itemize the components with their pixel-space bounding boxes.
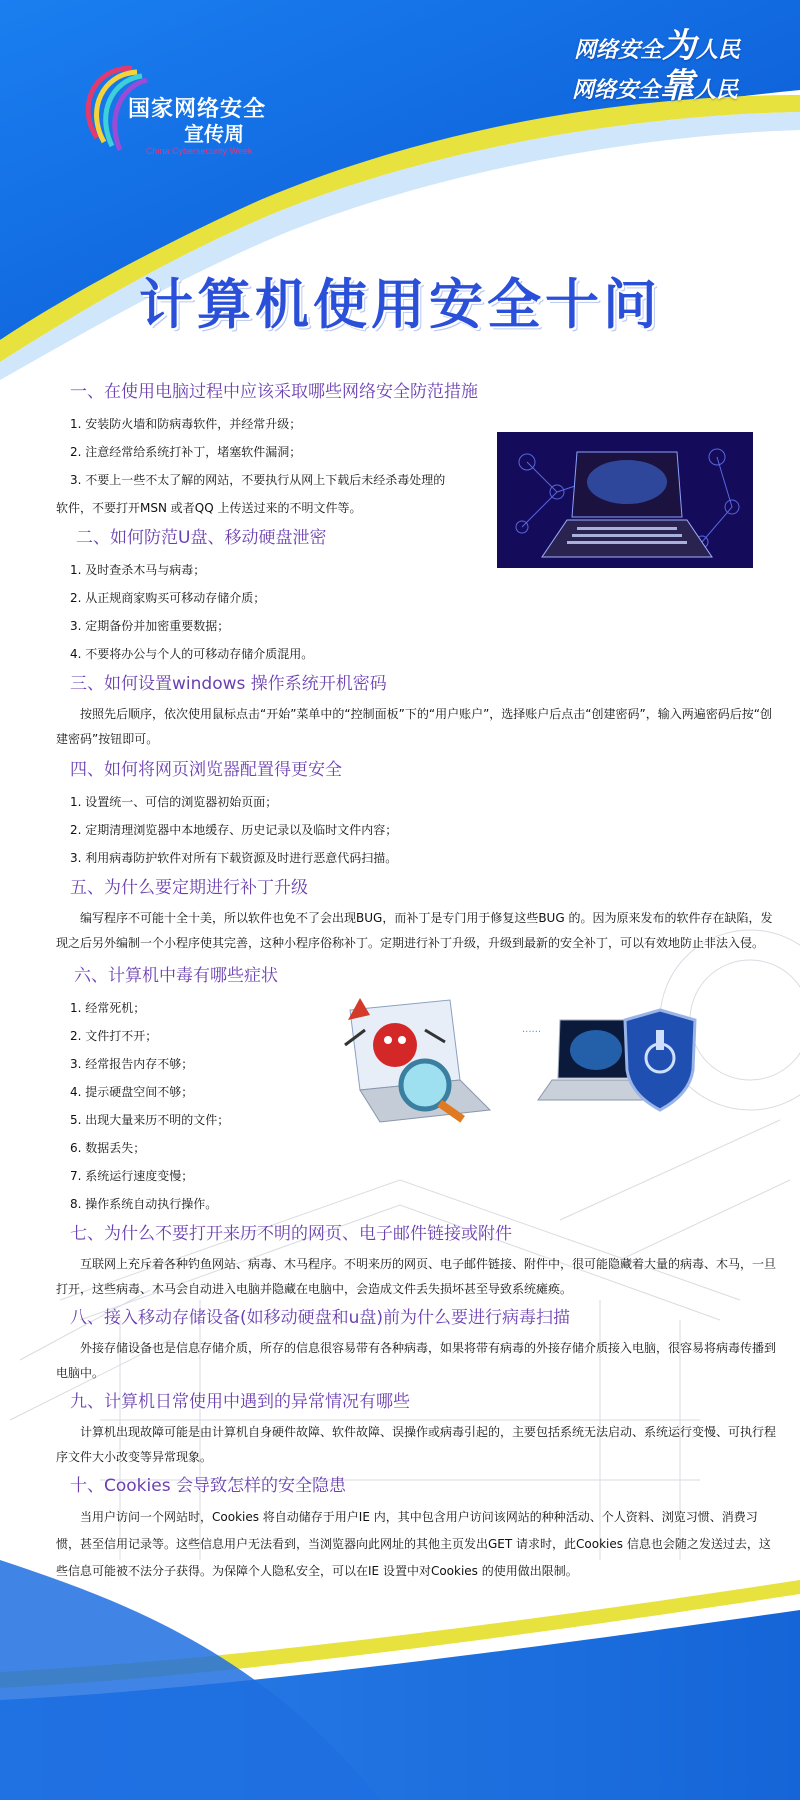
section-2-line: 1. 及时查杀木马与病毒； — [70, 563, 206, 577]
section-1-line: 2. 注意经常给系统打补丁，堵塞软件漏洞； — [70, 445, 302, 459]
slogan-line-2 — [572, 58, 738, 107]
logo-subtitle: 宣传周 — [184, 122, 244, 146]
section-1-line: 软件，不要打开MSN 或者QQ 上传送过来的不明文件等。 — [56, 501, 362, 515]
section-8 — [56, 1306, 776, 1386]
section-5-paragraph: 编写程序不可能十全十美，所以软件也免不了会出现BUG，而补丁是专门用于修复这些BUG 的。因为原来发布的软件存在缺陷，发现之后另外编制一个小程序使其完善，这种小程序俗称补丁。定期进行补丁升级，升级到最新的安全补丁，可以有效地防止非法入侵。 — [56, 911, 773, 950]
section-3-paragraph: 按照先后顺序，依次使用鼠标点击“开始”菜单中的“控制面板”下的“用户账户”，选择账户后点击“创建密码”，输入两遍密码后按“创建密码”按钮即可。 — [56, 707, 772, 746]
slogan-2-c: 人民 — [693, 78, 738, 103]
slogan-1-a: 网络安全 — [573, 38, 662, 63]
section-9-heading: 九、计算机日常使用中遇到的异常情况有哪些 — [70, 1392, 410, 1412]
section-2-line: 3. 定期备份并加密重要数据； — [70, 619, 230, 633]
section-7 — [56, 1222, 776, 1302]
section-7-heading: 七、为什么不要打开来历不明的网页、电子邮件链接或附件 — [70, 1224, 512, 1244]
section-4-line: 1. 设置统一、可信的浏览器初始页面； — [70, 795, 278, 809]
section-1-line: 3. 不要上一些不太了解的网站，不要执行从网上下载后未经杀毒处理的 — [70, 473, 446, 487]
section-1-heading: 一、在使用电脑过程中应该采取哪些网络安全防范措施 — [70, 382, 478, 402]
section-6-line: 7. 系统运行速度变慢； — [70, 1169, 194, 1183]
section-6-line: 4. 提示硬盘空间不够； — [70, 1085, 194, 1099]
laptop-network-image — [497, 432, 753, 568]
section-6-line: 8. 操作系统自动执行操作。 — [70, 1197, 218, 1211]
section-2-heading: 二、如何防范U盘、移动硬盘泄密 — [76, 528, 327, 548]
section-3 — [56, 672, 776, 752]
section-10-heading: 十、Cookies 会导致怎样的安全隐患 — [70, 1476, 346, 1496]
svg-text:......: ...... — [522, 1024, 542, 1035]
section-4-line: 2. 定期清理浏览器中本地缓存、历史记录以及临时文件内容； — [70, 823, 398, 837]
section-5-heading: 五、为什么要定期进行补丁升级 — [70, 878, 308, 898]
section-6-line: 6. 数据丢失； — [70, 1141, 146, 1155]
section-3-heading: 三、如何设置windows 操作系统开机密码 — [70, 674, 387, 694]
page-title: 计算机使用安全十问 — [139, 273, 661, 336]
section-4-line: 3. 利用病毒防护软件对所有下载资源及时进行恶意代码扫描。 — [70, 851, 398, 865]
slogan-1-b: 为 — [661, 26, 696, 66]
section-7-paragraph: 互联网上充斥着各种钓鱼网站、病毒、木马程序。不明来历的网页、电子邮件链接、附件中，很可能隐藏着大量的病毒、木马，一旦打开，这些病毒、木马会自动进入电脑并隐藏在电脑中，会造成文件丢失损坏甚至导致系统瘫痪。 — [56, 1257, 777, 1296]
cybersecurity-week-logo — [72, 58, 302, 158]
section-10 — [56, 1474, 776, 1585]
slogan-2-a: 网络安全 — [571, 78, 660, 103]
section-10-paragraph: 当用户访问一个网站时，Cookies 将自动储存于用户IE 内，其中包含用户访问该网站的种种活动、个人资料、浏览习惯、消费习惯，甚至信用记录等。这些信息用户无法看到，当浏览器向此网址的其他主页发出GET 请求时，此Cookies 信息也会随之发送过去，这些信息可能被不法分子获得。为保障个人隐私安全，可以在IE 设置中对Cookies 的使用做出限制。 — [56, 1510, 771, 1578]
section-6-line: 2. 文件打不开； — [70, 1029, 158, 1043]
section-1-line: 1. 安装防火墙和防病毒软件，并经常升级； — [70, 417, 302, 431]
section-4-heading: 四、如何将网页浏览器配置得更安全 — [70, 760, 342, 780]
section-8-paragraph: 外接存储设备也是信息存储介质，所存的信息很容易带有各种病毒，如果将带有病毒的外接存储介质接入电脑，很容易将病毒传播到电脑中。 — [56, 1341, 777, 1380]
section-2-line: 4. 不要将办公与个人的可移动存储介质混用。 — [70, 647, 314, 661]
section-6-line: 3. 经常报告内存不够； — [70, 1057, 194, 1071]
section-4 — [56, 758, 776, 872]
laptop-shield-image — [510, 1000, 710, 1120]
section-2-line: 2. 从正规商家购买可移动存储介质； — [70, 591, 266, 605]
section-6-heading: 六、计算机中毒有哪些症状 — [74, 966, 278, 986]
section-9 — [56, 1390, 776, 1470]
logo-english: China Cybersecurity Week — [146, 146, 253, 156]
section-8-heading: 八、接入移动存储设备(如移动硬盘和u盘)前为什么要进行病毒扫描 — [70, 1308, 571, 1328]
section-6-line: 1. 经常死机； — [70, 1001, 146, 1015]
slogan-2-b: 靠 — [659, 66, 694, 106]
section-6-line: 5. 出现大量来历不明的文件； — [70, 1113, 230, 1127]
section-5 — [56, 876, 776, 956]
slogan-1-c: 人民 — [695, 38, 740, 63]
virus-laptop-image — [340, 990, 500, 1130]
section-9-paragraph: 计算机出现故障可能是由计算机自身硬件故障、软件故障、误操作或病毒引起的，主要包括系统无法启动、系统运行变慢、可执行程序文件大小改变等异常现象。 — [56, 1425, 777, 1464]
logo-title: 国家网络安全 — [128, 97, 267, 122]
